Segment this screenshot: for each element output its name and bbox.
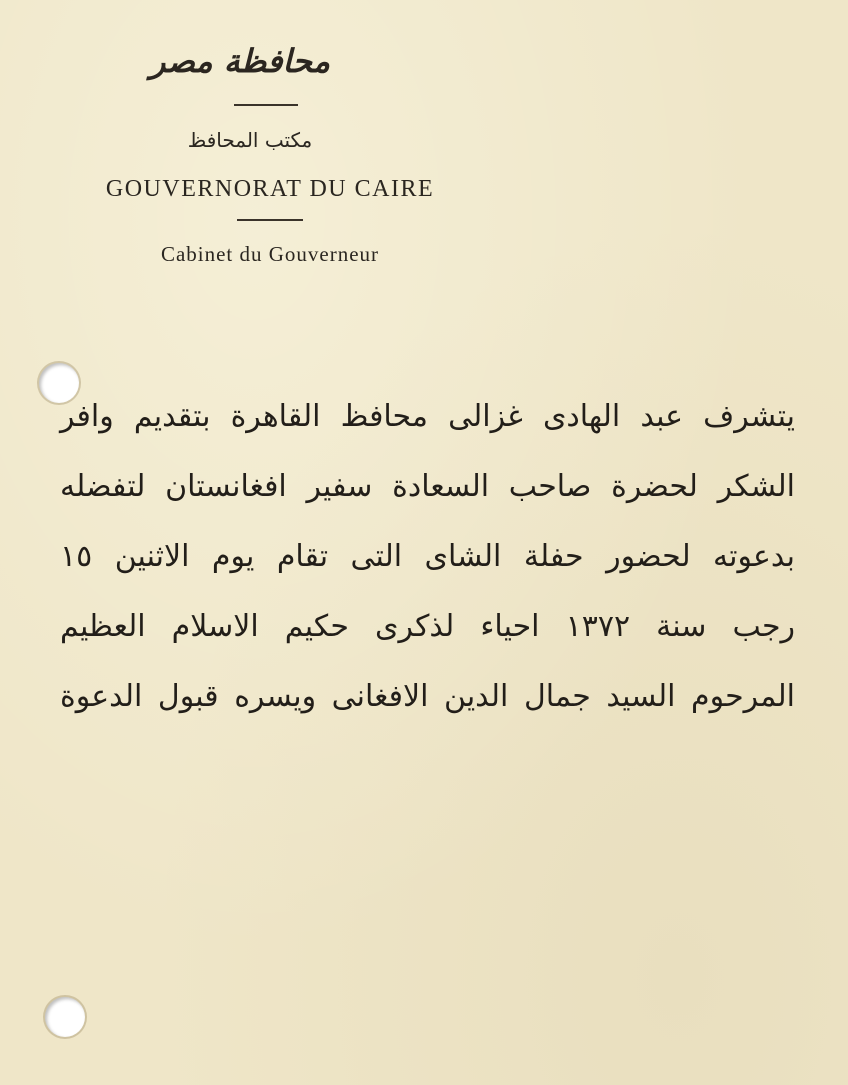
letterhead-divider-bottom: [237, 219, 303, 221]
body-line-4: رجب سنة ١٣٧٢ احياء لذكرى حكيم الاسلام العظيم: [60, 609, 796, 644]
letter-body: [60, 382, 795, 732]
body-line-3: بدعوته لحضور حفلة الشاى التى تقام يوم الاثنين ١٥: [60, 539, 795, 574]
body-line-5: المرحوم السيد جمال الدين الافغانى ويسره قبول الدعوة: [60, 679, 795, 714]
governorate-french-title: GOUVERNORAT DU CAIRE: [105, 176, 435, 202]
letterhead-divider-top: [234, 104, 298, 106]
cabinet-french-subtitle: Cabinet du Gouverneur: [160, 242, 380, 266]
governorate-script-title: محافظة مصر: [150, 42, 330, 80]
body-line-1: يتشرف عبد الهادى غزالى محافظ القاهرة بتقديم وافر: [60, 399, 795, 434]
governor-office-arabic: مكتب المحافظ: [187, 128, 313, 152]
punch-hole-bottom: [45, 997, 85, 1037]
body-line-2: الشكر لحضرة صاحب السعادة سفير افغانستان لتفضله: [60, 469, 795, 504]
